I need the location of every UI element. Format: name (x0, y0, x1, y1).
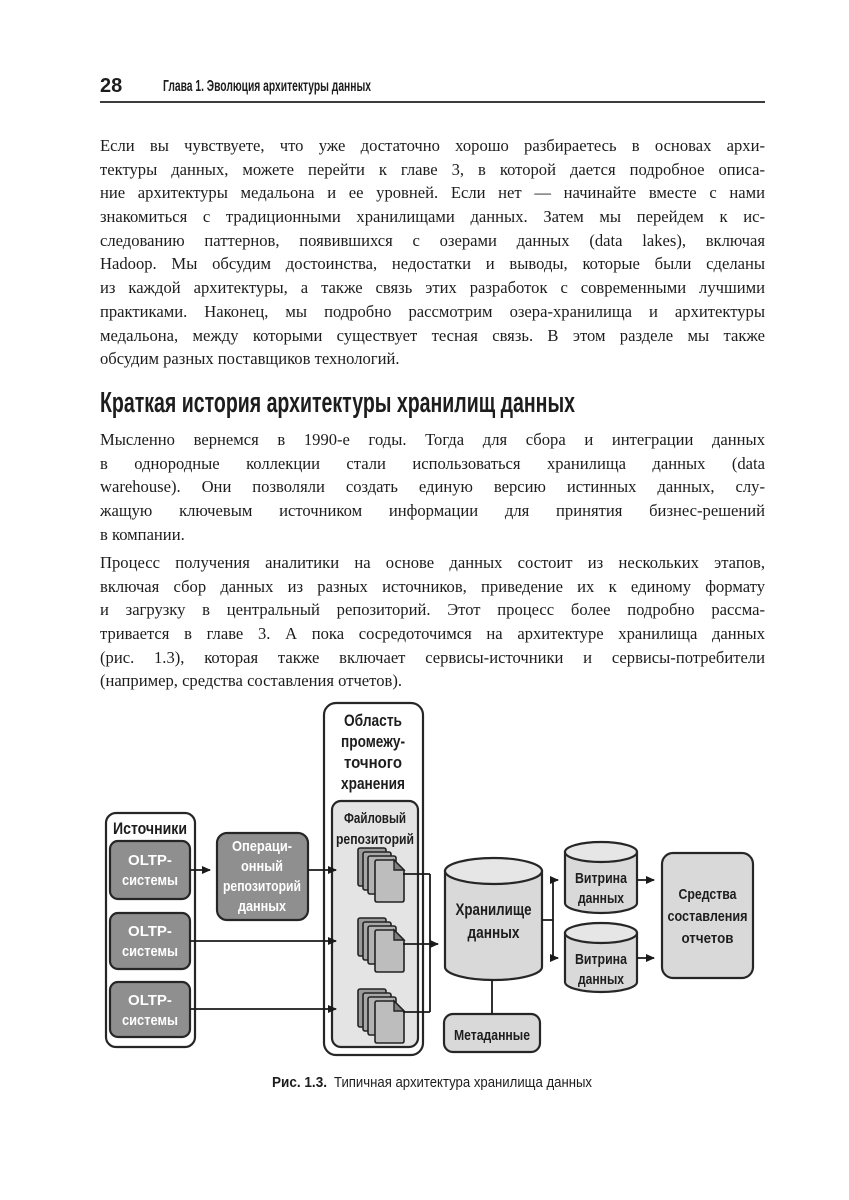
text-line: практиками. Наконец, мы подробно рассмотрим озера-хранилища и архитектуры (100, 301, 765, 321)
data-mart-label: Витрина (575, 951, 628, 968)
text-line: медальона, между которыми существует тесная связь. В этом разделе мы также (100, 325, 765, 345)
ods-label: данных (238, 898, 287, 915)
text-line: следованию паттернов, появившихся с озерами данных (data lakes), включая (100, 230, 765, 250)
text-line: знакомиться с традиционными хранилищами данных. Затем мы перейдем к ис- (100, 207, 765, 227)
oltp-system-box-2 (110, 913, 190, 969)
oltp-label: системы (122, 872, 178, 889)
ods-label: Операци- (232, 838, 293, 855)
text-line: из каждой архитектуры, а также связь этих разработок с современными лучшими (100, 278, 765, 298)
ods-label: репозиторий (223, 878, 301, 895)
oltp-label: OLTP- (128, 992, 172, 1009)
paragraph (100, 551, 765, 693)
data-mart-label: Витрина (575, 870, 628, 887)
figure-caption-label: Рис. 1.3. (272, 1074, 327, 1091)
text-line: тектуры данных, можете перейти к главе 3, в которой дается подробное описа- (100, 159, 765, 179)
text-line: обсудим разных поставщиков технологий. (100, 349, 400, 369)
warehouse-label: данных (467, 924, 521, 942)
figure-caption (100, 1071, 765, 1095)
text-line: (рис. 1.3), которая также включает сервисы-источники и сервисы-потребители (100, 647, 765, 667)
text-line: в однородные коллекции стали использоваться хранилища данных (data (100, 453, 765, 473)
section-heading: Краткая история архитектуры хранилищ данных (100, 387, 575, 419)
paragraph (100, 428, 765, 546)
page-header (100, 68, 765, 98)
architecture-diagram (100, 698, 765, 1060)
data-mart-cylinder-2 (565, 923, 637, 992)
text-line: Мысленно вернемся в 1990-е годы. Тогда для сбора и интеграции данных (100, 430, 765, 449)
sources-group (106, 813, 195, 1047)
oltp-system-box-3 (110, 982, 190, 1037)
text-line: и загрузку в центральный репозиторий. Этот процесс более подробно рассма- (100, 600, 765, 620)
warehouse-split-line (542, 880, 553, 958)
text-line: жащую ключевым источником информации для принятия бизнес-решений (100, 501, 765, 521)
intro-paragraph (100, 134, 765, 371)
staging-title: промежу- (341, 733, 405, 751)
metadata-box (444, 1014, 540, 1052)
header-rule (100, 101, 765, 103)
section-heading-wrap (100, 383, 765, 421)
ods-label: онный (241, 858, 283, 875)
data-warehouse-cylinder (445, 858, 542, 980)
operational-data-store-box (217, 833, 308, 920)
staging-title: Область (344, 712, 402, 730)
text-line: в компании. (100, 524, 185, 544)
staging-title: хранения (341, 775, 405, 793)
oltp-label: OLTP- (128, 852, 172, 869)
reporting-label: Средства (678, 886, 738, 903)
data-mart-cylinder-1 (565, 842, 637, 913)
page-number: 28 (100, 75, 123, 97)
text-line: Hadoop. Мы обсудим достоинства, недостатки и выводы, которые были сделаны (100, 254, 765, 274)
reporting-label: составления (667, 908, 748, 925)
oltp-label: OLTP- (128, 923, 172, 940)
data-mart-label: данных (578, 971, 625, 988)
file-repo-label: Файловый (344, 810, 406, 827)
figure-caption-text: Типичная архитектура хранилища данных (334, 1074, 593, 1091)
metadata-label: Метаданные (454, 1027, 530, 1044)
reporting-tools-box (662, 853, 753, 978)
text-line: Если вы чувствуете, что уже достаточно хорошо разбираетесь в основах архи- (100, 136, 765, 155)
staging-area-group (324, 703, 423, 1055)
warehouse-label: Хранилище (455, 901, 532, 919)
oltp-label: системы (122, 943, 178, 960)
text-line: (например, средства составления отчетов). (100, 671, 403, 691)
text-line: warehouse). Они позволяли создать единую версию истинных данных, слу- (100, 477, 765, 497)
text-line: ние архитектуры медальона и ее уровней. Если нет — начинайте вместе с нами (100, 183, 765, 203)
reporting-label: отчетов (681, 930, 734, 947)
data-mart-label: данных (578, 890, 625, 907)
text-line: включая сбор данных из разных источников, приведение их к единому формату (100, 576, 765, 596)
figure-1-3 (100, 698, 765, 1095)
sources-group-title: Источники (113, 820, 187, 838)
file-repo-label: репозиторий (336, 831, 414, 848)
text-line: тривается в главе 3. А пока сосредоточимся на архитектуре хранилища данных (100, 624, 765, 644)
text-line: Процесс получения аналитики на основе данных состоит из нескольких этапов, (100, 553, 765, 572)
oltp-system-box-1 (110, 841, 190, 899)
running-head: Глава 1. Эволюция архитектуры данных (163, 78, 372, 95)
staging-title: точного (344, 754, 402, 772)
oltp-label: системы (122, 1012, 178, 1029)
